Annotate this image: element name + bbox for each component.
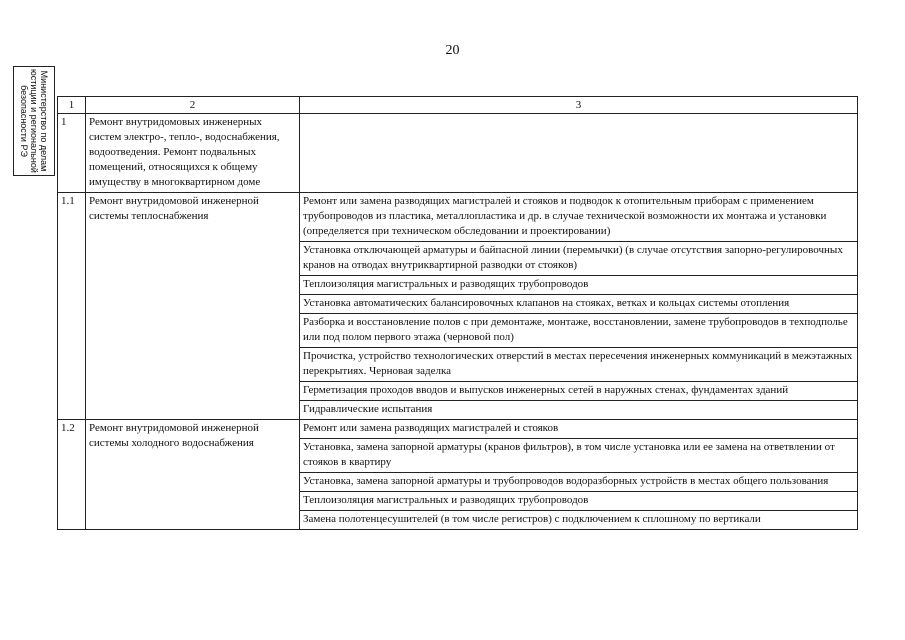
- work-item: Ремонт или замена разводящих магистралей и стояков: [300, 420, 858, 439]
- work-item: Установка, замена запорной арматуры (кранов фильтров), в том числе установка или ее замена на ответвлении от стояков в квартиру: [300, 439, 858, 473]
- work-item: Разборка и восстановление полов с при демонтаже, монтаже, восстановлении, замене трубопроводов в техподполье или под полом первого этажа (черновой пол): [300, 314, 858, 348]
- section-title: Ремонт внутридомовой инженерной системы холодного водоснабжения: [86, 420, 300, 530]
- work-item: Замена полотенцесушителей (в том числе регистров) с подключением к сплошному по вертикали: [300, 511, 858, 530]
- section-number: 1: [58, 114, 86, 193]
- page-number: 20: [445, 43, 460, 58]
- table-row: [58, 114, 858, 193]
- work-item: Установка отключающей арматуры и байпасной линии (перемычки) (в случае отсутствия запорно-регулировочных кранов на отводах внутриквартирной разводки от стояков): [300, 242, 858, 276]
- works-table: [57, 96, 858, 530]
- section-title: Ремонт внутридомовой инженерной системы теплоснабжения: [86, 193, 300, 420]
- section-number: 1.1: [58, 193, 86, 420]
- work-item: [300, 114, 858, 193]
- table-row: [58, 420, 858, 439]
- work-item: Гидравлические испытания: [300, 401, 858, 420]
- work-item: Теплоизоляция магистральных и разводящих трубопроводов: [300, 276, 858, 295]
- table-body: [58, 114, 858, 530]
- section-title: Ремонт внутридомовых инженерных систем электро-, тепло-, водоснабжения, водоотведения. Ремонт подвальных помещений, относящихся к общему имуществу в многоквартирном доме: [86, 114, 300, 193]
- work-item: Прочистка, устройство технологических отверстий в местах пересечения инженерных коммуникаций в межэтажных перекрытиях. Черновая заделка: [300, 348, 858, 382]
- work-item: Герметизация проходов вводов и выпусков инженерных сетей в наружных стенах, фундаментах зданий: [300, 382, 858, 401]
- ministry-stamp: [13, 66, 55, 176]
- work-item: Ремонт или замена разводящих магистралей и стояков и подводок к отопительным приборам с применением трубопроводов из пластика, металлопластика и др. в случае технической возможности их монтажа и установки (определяется при техническом обследовании и проектировании): [300, 193, 858, 242]
- table-row: [58, 193, 858, 242]
- section-number: 1.2: [58, 420, 86, 530]
- work-item: Теплоизоляция магистральных и разводящих трубопроводов: [300, 492, 858, 511]
- work-item: Установка, замена запорной арматуры и трубопроводов водоразборных устройств в местах общего пользования: [300, 473, 858, 492]
- header-col-1: 1: [58, 97, 86, 114]
- header-row: [58, 97, 858, 114]
- header-col-3: 3: [300, 97, 858, 114]
- stamp-text: Министерство по делам юстиции и региональной безопасности РЭ: [19, 69, 49, 173]
- header-col-2: 2: [86, 97, 300, 114]
- work-item: Установка автоматических балансировочных клапанов на стояках, ветках и кольцах системы отопления: [300, 295, 858, 314]
